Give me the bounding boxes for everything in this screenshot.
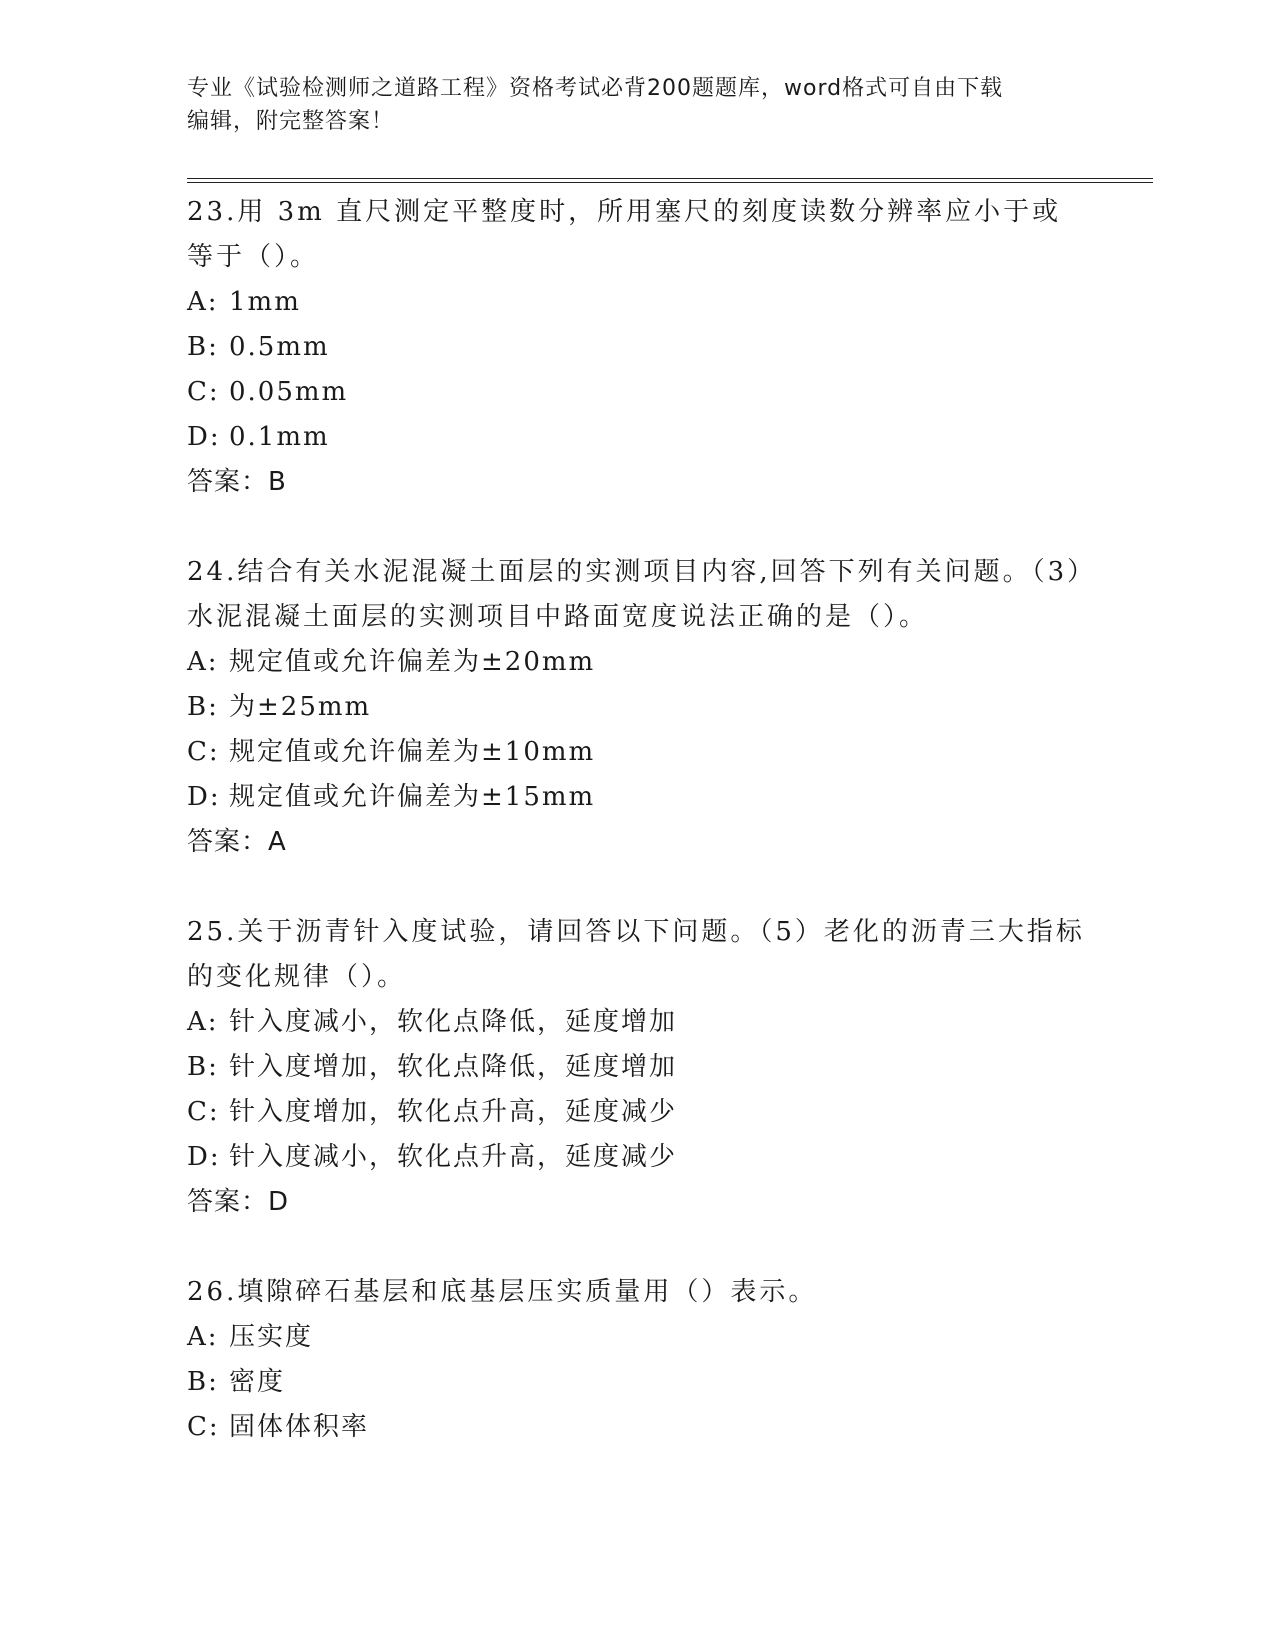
option-letter: A: xyxy=(187,647,219,677)
option-text: 0.5mm xyxy=(229,332,330,362)
option-letter: A: xyxy=(187,1007,219,1037)
option-a xyxy=(187,1315,1087,1360)
option-d xyxy=(187,1135,1087,1180)
option-text: 针入度增加，软化点降低，延度增加 xyxy=(229,1052,678,1082)
option-text: 固体体积率 xyxy=(229,1412,370,1442)
option-text: 针入度增加，软化点升高，延度减少 xyxy=(229,1097,678,1127)
option-text: 0.1mm xyxy=(229,422,330,452)
option-letter: C: xyxy=(187,377,220,407)
option-text: 规定值或允许偏差为±10mm xyxy=(229,737,596,767)
option-letter: D: xyxy=(187,422,221,452)
option-c xyxy=(187,370,1087,415)
option-letter: B: xyxy=(187,1367,219,1397)
option-letter: C: xyxy=(187,737,220,767)
option-letter: B: xyxy=(187,1052,219,1082)
answer-line: 答案：A xyxy=(187,827,287,857)
header-divider-top xyxy=(187,178,1153,179)
option-c xyxy=(187,1090,1087,1135)
question-stem: 26.填隙碎石基层和底基层压实质量用（）表示。 xyxy=(187,1277,818,1307)
option-a xyxy=(187,1000,1087,1045)
option-letter: B: xyxy=(187,692,219,722)
option-d xyxy=(187,775,1087,820)
option-text: 规定值或允许偏差为±15mm xyxy=(229,782,596,812)
option-letter: C: xyxy=(187,1097,220,1127)
question-stem: 23.用 3m 直尺测定平整度时，所用塞尺的刻度读数分辨率应小于或等于（）。 xyxy=(187,197,1062,272)
option-letter: D: xyxy=(187,782,221,812)
option-a xyxy=(187,640,1087,685)
option-letter: D: xyxy=(187,1142,221,1172)
option-letter: B: xyxy=(187,332,219,362)
header-line-2: 编辑，附完整答案！ xyxy=(187,109,395,134)
option-d xyxy=(187,415,1087,460)
header-divider-bottom xyxy=(187,182,1153,183)
question-stem: 24.结合有关水泥混凝土面层的实测项目内容,回答下列有关问题。（3）水泥混凝土面层的实测项目中路面宽度说法正确的是（）。 xyxy=(187,557,1084,632)
question-25 xyxy=(187,910,1087,1225)
option-text: 为±25mm xyxy=(229,692,372,722)
option-b xyxy=(187,1045,1087,1090)
option-c xyxy=(187,730,1087,775)
question-23 xyxy=(187,190,1087,505)
option-text: 密度 xyxy=(229,1367,286,1397)
option-b xyxy=(187,325,1087,370)
header-line-1: 专业《试验检测师之道路工程》资格考试必背200题题库，word格式可自由下载 xyxy=(187,76,1004,101)
option-text: 1mm xyxy=(229,287,301,317)
option-text: 压实度 xyxy=(229,1322,314,1352)
answer-line: 答案：B xyxy=(187,467,287,497)
option-text: 规定值或允许偏差为±20mm xyxy=(229,647,596,677)
question-list xyxy=(187,190,1087,1495)
option-text: 0.05mm xyxy=(229,377,349,407)
option-letter: C: xyxy=(187,1412,220,1442)
option-letter: A: xyxy=(187,287,219,317)
answer-line: 答案：D xyxy=(187,1187,290,1217)
option-a xyxy=(187,280,1087,325)
option-c xyxy=(187,1405,1087,1450)
option-text: 针入度减小，软化点升高，延度减少 xyxy=(229,1142,678,1172)
question-26 xyxy=(187,1270,1087,1450)
option-letter: A: xyxy=(187,1322,219,1352)
question-stem: 25.关于沥青针入度试验，请回答以下问题。（5）老化的沥青三大指标的变化规律（）。 xyxy=(187,917,1085,992)
document-header xyxy=(187,72,1087,138)
question-24 xyxy=(187,550,1087,865)
option-b xyxy=(187,1360,1087,1405)
option-b xyxy=(187,685,1087,730)
option-text: 针入度减小，软化点降低，延度增加 xyxy=(229,1007,678,1037)
